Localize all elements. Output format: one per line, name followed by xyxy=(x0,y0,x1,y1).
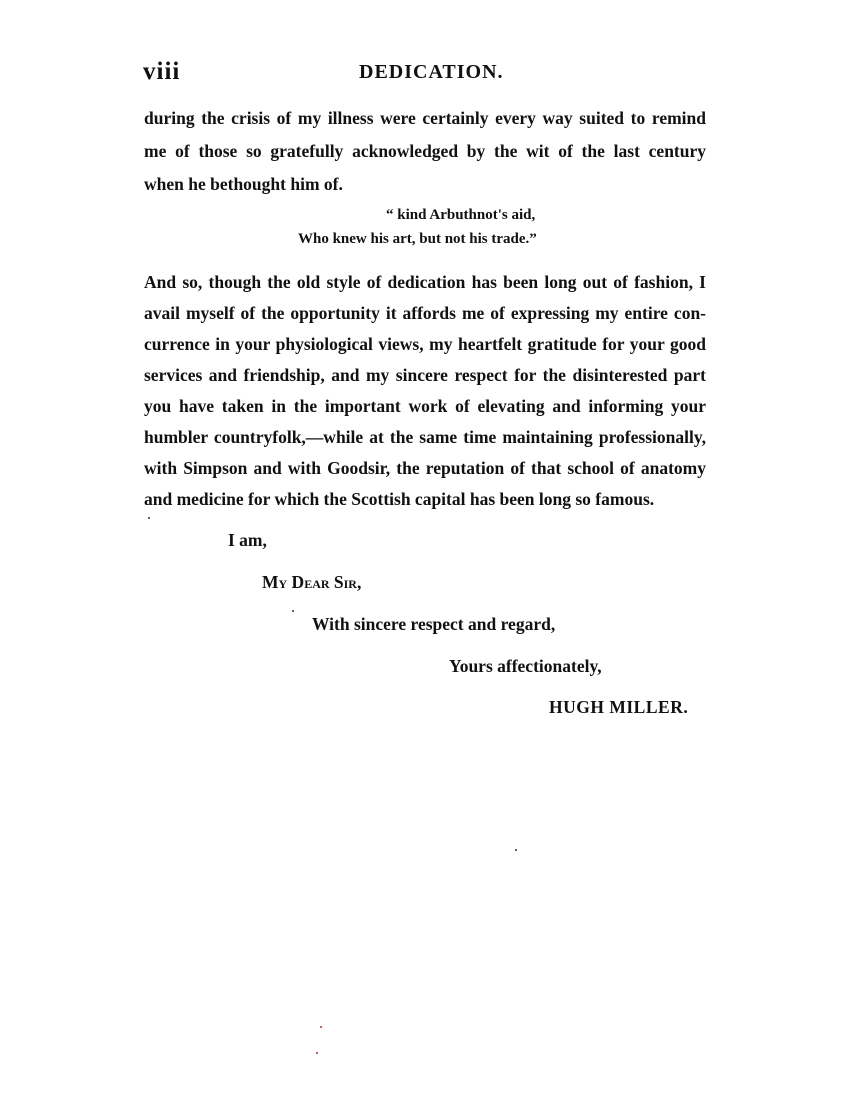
paragraph2-line: humbler countryfolk,—while at the same time maintaining professionally, xyxy=(144,427,706,447)
print-speck xyxy=(148,517,150,519)
paragraph2-line: And so, though the old style of dedication has been long out of fashion, I xyxy=(144,272,706,292)
verse-line: “ kind Arbuthnot's aid, xyxy=(386,207,536,223)
print-speck xyxy=(320,1026,322,1028)
running-head: DEDICATION. xyxy=(359,61,504,83)
signature: HUGH MILLER. xyxy=(549,697,689,717)
paragraph2-line: with Simpson and with Goodsir, the reputation of that school of anatomy xyxy=(144,458,706,478)
page-number: viii xyxy=(143,58,181,85)
print-speck xyxy=(292,610,294,612)
paragraph1-line: when he bethought him of. xyxy=(144,174,343,194)
paragraph2-line: you have taken in the important work of elevating and informing your xyxy=(144,396,706,416)
paragraph2-line: currence in your physiological views, my heartfelt gratitude for your good xyxy=(144,334,706,354)
print-speck xyxy=(316,1052,318,1054)
paragraph2-line: services and friendship, and my sincere respect for the disinterested part xyxy=(144,365,706,385)
paragraph1-line: me of those so gratefully acknowledged by the wit of the last century xyxy=(144,141,706,161)
paragraph2-line: and medicine for which the Scottish capital has been long so famous. xyxy=(144,489,655,509)
closing-i-am: I am, xyxy=(228,530,267,550)
print-speck xyxy=(515,849,517,851)
closing-valediction: Yours affectionately, xyxy=(449,656,602,676)
closing-regards: With sincere respect and regard, xyxy=(312,614,556,634)
closing-salutation: My Dear Sir, xyxy=(262,572,362,592)
paragraph1-line: during the crisis of my illness were certainly every way suited to remind xyxy=(144,108,706,128)
verse-line: Who knew his art, but not his trade.” xyxy=(298,231,537,247)
paragraph2-line: avail myself of the opportunity it affords me of expressing my entire con- xyxy=(144,303,706,323)
